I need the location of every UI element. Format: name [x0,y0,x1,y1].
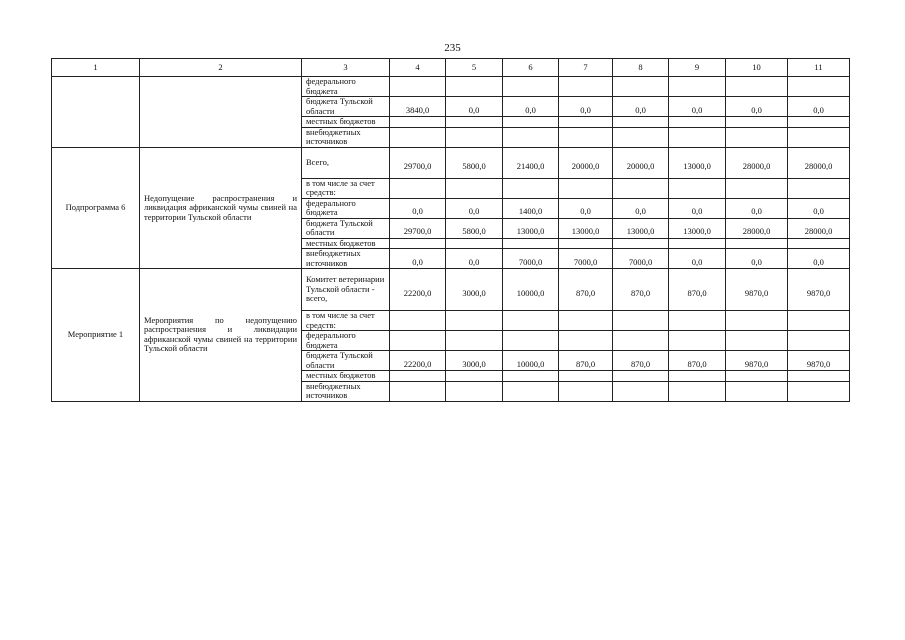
value-cell: 28000,0 [788,147,850,178]
value-cell [446,77,503,97]
column-header: 10 [726,59,788,77]
value-cell [390,127,446,147]
value-cell [613,311,669,331]
value-cell [788,127,850,147]
value-cell [559,311,613,331]
value-cell [559,381,613,401]
funding-source-cell: местных бюджетов [302,238,390,249]
table-row [52,147,850,178]
value-cell [390,77,446,97]
value-cell [613,371,669,382]
column-header: 7 [559,59,613,77]
value-cell [669,331,726,351]
value-cell [726,178,788,198]
value-cell: 870,0 [613,269,669,311]
value-cell [788,311,850,331]
value-cell: 9870,0 [788,269,850,311]
program-name-cell [52,77,140,148]
value-cell [559,117,613,128]
value-cell: 22200,0 [390,351,446,371]
value-cell: 3000,0 [446,269,503,311]
value-cell [503,117,559,128]
value-cell [503,178,559,198]
program-name-cell: Мероприятие 1 [52,269,140,402]
value-cell: 0,0 [446,97,503,117]
value-cell [503,127,559,147]
value-cell: 7000,0 [559,249,613,269]
value-cell [788,238,850,249]
value-cell [503,77,559,97]
funding-source-cell: бюджета Тульской области [302,97,390,117]
column-header: 4 [390,59,446,77]
value-cell [390,381,446,401]
value-cell [390,371,446,382]
funding-source-cell: федерального бюджета [302,77,390,97]
value-cell: 1400,0 [503,198,559,218]
value-cell [446,117,503,128]
value-cell: 0,0 [613,97,669,117]
value-cell: 0,0 [726,97,788,117]
value-cell: 5800,0 [446,218,503,238]
program-name-cell: Подпрограмма 6 [52,147,140,269]
value-cell [613,127,669,147]
funding-source-cell: бюджета Тульской области [302,351,390,371]
value-cell [390,311,446,331]
value-cell: 10000,0 [503,351,559,371]
value-cell [726,381,788,401]
funding-source-cell: в том числе за счет средств: [302,311,390,331]
value-cell: 7000,0 [503,249,559,269]
value-cell: 0,0 [503,97,559,117]
value-cell: 870,0 [559,351,613,371]
value-cell [788,381,850,401]
value-cell [613,117,669,128]
funding-source-cell: Комитет ветеринарии Тульской области - всего, [302,269,390,311]
value-cell [726,331,788,351]
program-description-cell [140,77,302,148]
value-cell [788,331,850,351]
value-cell: 7000,0 [613,249,669,269]
funding-source-cell: Всего, [302,147,390,178]
value-cell: 870,0 [613,351,669,371]
value-cell: 0,0 [613,198,669,218]
value-cell [669,178,726,198]
value-cell [390,238,446,249]
table-row [52,269,850,311]
value-cell: 13000,0 [613,218,669,238]
column-header: 9 [669,59,726,77]
page-number: 235 [444,42,461,54]
value-cell [726,311,788,331]
column-header-row [52,59,850,77]
value-cell: 20000,0 [559,147,613,178]
value-cell: 0,0 [788,198,850,218]
value-cell [613,331,669,351]
column-header: 5 [446,59,503,77]
value-cell: 870,0 [559,269,613,311]
value-cell: 0,0 [559,97,613,117]
value-cell [559,127,613,147]
funding-source-cell: внебюджетных источников [302,127,390,147]
value-cell [446,311,503,331]
value-cell [503,381,559,401]
value-cell: 0,0 [669,97,726,117]
value-cell [503,371,559,382]
value-cell: 20000,0 [613,147,669,178]
value-cell [669,238,726,249]
column-header: 11 [788,59,850,77]
value-cell [503,331,559,351]
funding-source-cell: федерального бюджета [302,331,390,351]
value-cell [559,371,613,382]
value-cell [669,311,726,331]
value-cell: 0,0 [669,198,726,218]
value-cell [669,127,726,147]
value-cell [503,238,559,249]
value-cell [613,178,669,198]
column-header: 3 [302,59,390,77]
column-header: 2 [140,59,302,77]
value-cell: 0,0 [446,198,503,218]
value-cell [446,331,503,351]
value-cell [788,178,850,198]
value-cell: 0,0 [390,249,446,269]
value-cell [446,381,503,401]
funding-source-cell: внебюджетных источников [302,381,390,401]
value-cell: 13000,0 [669,147,726,178]
value-cell: 0,0 [788,97,850,117]
column-header: 6 [503,59,559,77]
value-cell [726,238,788,249]
value-cell: 9870,0 [726,351,788,371]
value-cell: 29700,0 [390,147,446,178]
column-header: 1 [52,59,140,77]
value-cell [669,381,726,401]
value-cell [446,371,503,382]
value-cell [726,77,788,97]
value-cell [669,77,726,97]
value-cell [559,331,613,351]
value-cell: 28000,0 [726,218,788,238]
value-cell: 0,0 [726,198,788,218]
funding-source-cell: местных бюджетов [302,117,390,128]
funding-source-cell: бюджета Тульской области [302,218,390,238]
value-cell [788,77,850,97]
table-body [52,59,850,402]
funding-source-cell: внебюджетных источников [302,249,390,269]
value-cell: 870,0 [669,351,726,371]
value-cell [446,127,503,147]
program-description-cell: Недопущение распространения и ликвидация африканской чумы свиней на территории Тульской области [140,147,302,269]
value-cell: 28000,0 [788,218,850,238]
value-cell [446,178,503,198]
value-cell: 3000,0 [446,351,503,371]
value-cell [788,371,850,382]
value-cell [726,117,788,128]
value-cell [613,238,669,249]
funding-source-cell: в том числе за счет средств: [302,178,390,198]
value-cell: 21400,0 [503,147,559,178]
value-cell [559,178,613,198]
value-cell [726,127,788,147]
value-cell [559,238,613,249]
value-cell: 0,0 [446,249,503,269]
column-header: 8 [613,59,669,77]
value-cell: 0,0 [669,249,726,269]
program-description-cell: Мероприятия по недопущению распространения и ликвидации африканской чумы свиней на территории Тульской области [140,269,302,402]
value-cell [390,331,446,351]
budget-table [51,58,850,402]
value-cell [669,117,726,128]
value-cell: 29700,0 [390,218,446,238]
value-cell [559,77,613,97]
value-cell [613,77,669,97]
value-cell: 0,0 [390,198,446,218]
value-cell: 870,0 [669,269,726,311]
funding-source-cell: федерального бюджета [302,198,390,218]
value-cell: 13000,0 [669,218,726,238]
value-cell: 13000,0 [503,218,559,238]
value-cell: 13000,0 [559,218,613,238]
value-cell: 22200,0 [390,269,446,311]
value-cell: 0,0 [559,198,613,218]
value-cell [503,311,559,331]
value-cell: 10000,0 [503,269,559,311]
value-cell [788,117,850,128]
value-cell: 5800,0 [446,147,503,178]
value-cell [446,238,503,249]
value-cell: 9870,0 [726,269,788,311]
value-cell: 0,0 [788,249,850,269]
value-cell: 28000,0 [726,147,788,178]
funding-source-cell: местных бюджетов [302,371,390,382]
value-cell: 9870,0 [788,351,850,371]
value-cell: 0,0 [726,249,788,269]
value-cell: 3840,0 [390,97,446,117]
value-cell [669,371,726,382]
value-cell [726,371,788,382]
value-cell [390,178,446,198]
table-row [52,77,850,97]
value-cell [390,117,446,128]
value-cell [613,381,669,401]
